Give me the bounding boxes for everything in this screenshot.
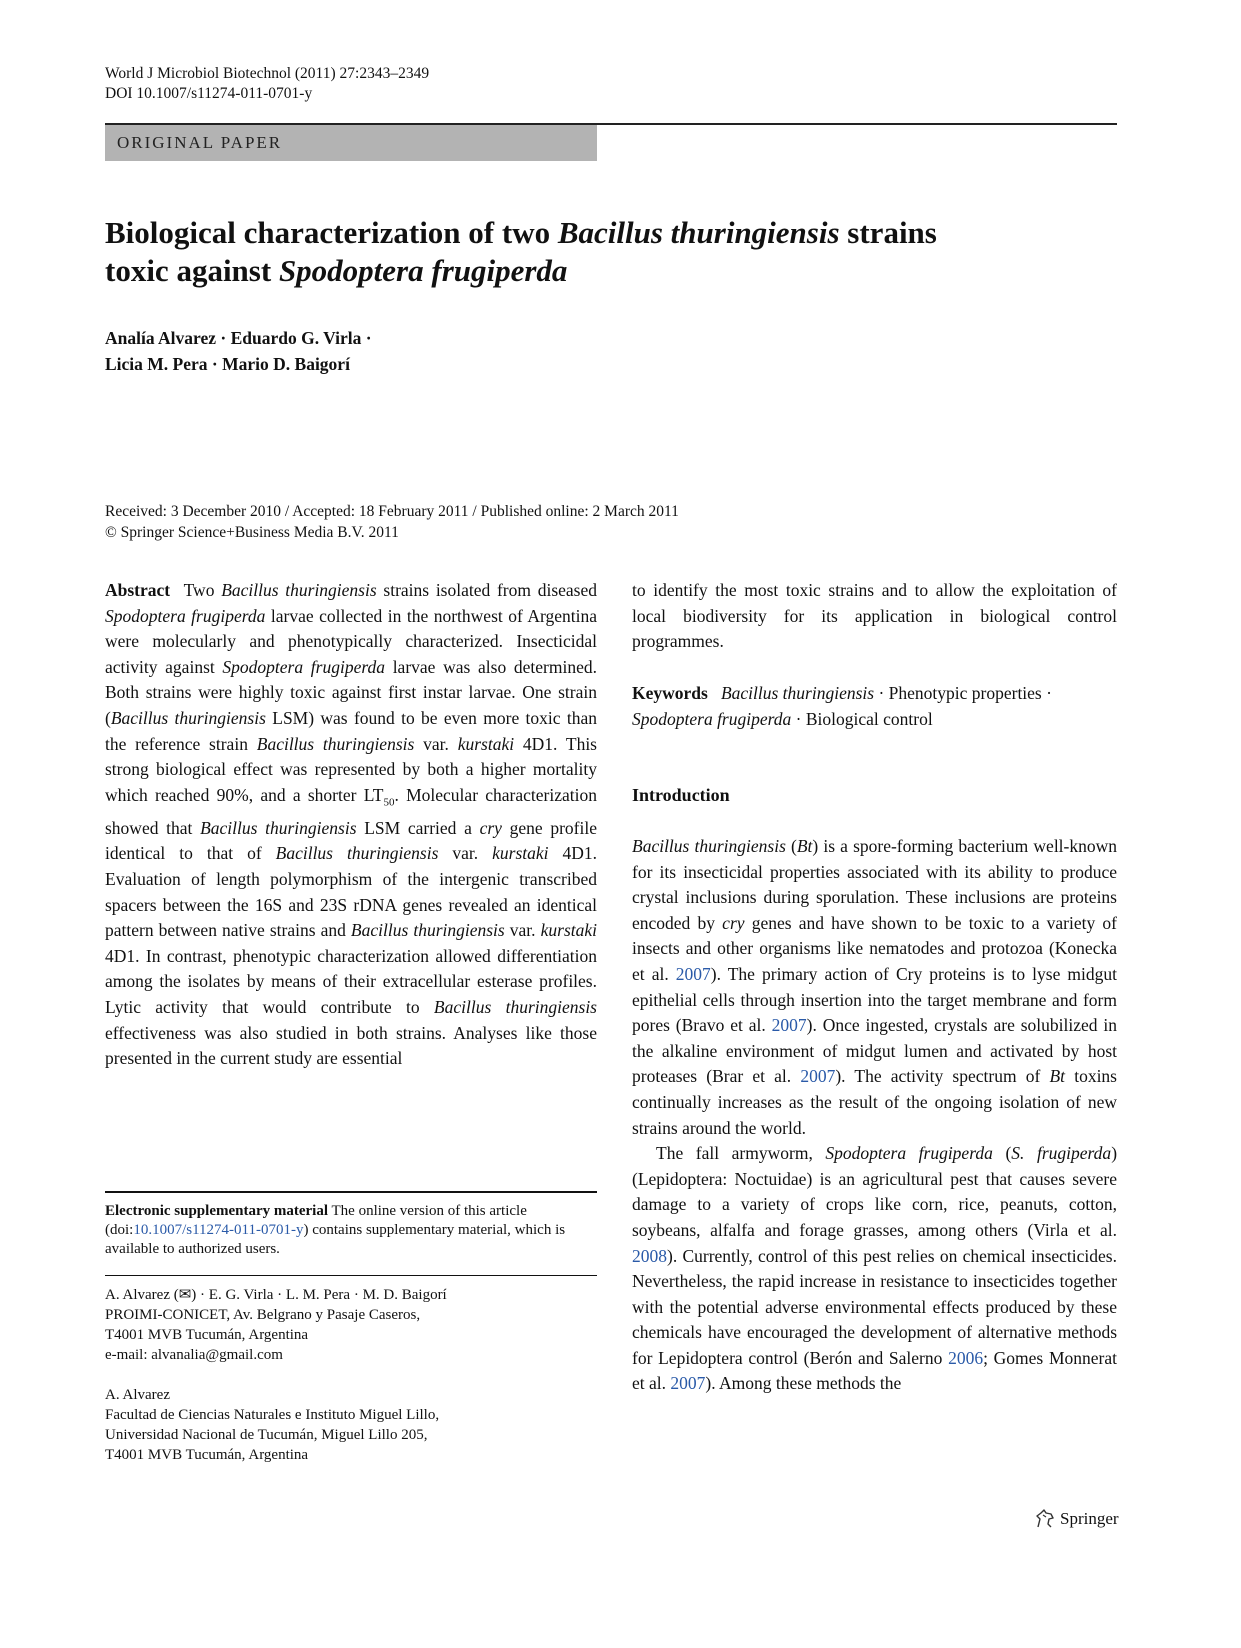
abstract-label: Abstract [105,580,171,600]
citation-link[interactable]: 2007 [670,1373,706,1394]
keywords-label: Keywords [632,683,708,703]
paper-title [105,214,1065,290]
citation-link[interactable]: 2007 [800,1066,836,1087]
abstract: Abstract Two Bacillus thuringiensis strains isolated from diseased Spodoptera frugiperda larvae collected in the northwest of Argentina were molecularly and phenotypically characterized. Insecticidal activity against Spodoptera frugiperda larvae was also determined. Both strains were highly toxic against first instar larvae. One strain (Bacillus thuringiensis LSM) was found to be even more toxic than the reference strain Bacillus thuringiensis var. kurstaki 4D1. This strong biological effect was represented by both a higher mortality which reached 90%, and a shorter $LT_{50}$. Molecular characterization showed that Bacillus thuringiensis LSM carried a cry gene profile identical to that of Bacillus thuringiensis var. kurstaki 4D1. Evaluation of length polymorphism of the intergenic transcribed spacers between the 16S and 23S rDNA genes revealed an identical pattern between native strains and Bacillus thuringiensis var. kurstaki 4D1. In contrast, phenotypic characterization allowed differentiation among the isolates by means of their extracellular esterase profiles. Lytic activity that would contribute to Bacillus thuringiensis effectiveness was also studied in both strains. Analyses like those presented in the current study are essential [105,580,598,1069]
section-label: ORIGINAL PAPER [117,133,283,152]
introduction-body [632,834,1117,1397]
footnote-divider [105,1275,597,1276]
authors-line: Licia M. Pera · Mario D. Baigorí [105,354,350,374]
keywords: Keywords Bacillus thuringiensis · Phenotypic properties · Spodoptera frugiperda · Biological control [632,683,1052,729]
footnote-rule [105,1191,597,1193]
email: e-mail: alvanalia@gmail.com [105,1347,283,1363]
title-species: Bacillus thuringiensis [557,215,840,250]
publication-dates [105,501,679,543]
title-part: toxic against [105,253,279,288]
affiliation-1: A. Alvarez (✉) · E. G. Virla · L. M. Pera · M. D. Baigorí PROIMI-CONICET, Av. Belgrano y Pasaje Caseros, T4001 MVB Tucumán, Argentina e-mail: alvanalia@gmail.com [105,1285,597,1365]
citation-link[interactable]: 2007 [675,963,711,984]
doi-link[interactable]: 10.1007/s11274-011-0701-y [133,1222,304,1238]
publisher-logo [1034,1508,1119,1530]
publisher-name: Springer [1060,1509,1119,1528]
author-list [105,325,372,377]
esm-note: Electronic supplementary material The online version of this article (doi:10.1007/s11274-011-0701-y) contains supplementary material, which is available to authorized users. [105,1203,566,1257]
citation-link[interactable]: 2006 [948,1347,984,1368]
abstract-continuation: to identify the most toxic strains and to allow the exploitation of local biodiversity for its application in biological control programmes. [632,580,1117,652]
citation-link[interactable]: 2007 [771,1015,807,1036]
dates-line: Received: 3 December 2010 / Accepted: 18 February 2011 / Published online: 2 March 2011 [105,503,679,520]
introduction-heading: Introduction [632,785,730,805]
title-part: strains [839,215,937,250]
journal-citation [105,64,429,104]
authors-line: Analía Alvarez · Eduardo G. Virla · [105,328,372,348]
doi-line: DOI 10.1007/s11274-011-0701-y [105,85,313,102]
citation-link[interactable]: 2008 [632,1245,667,1266]
title-species: Spodoptera frugiperda [278,253,568,288]
copyright-line: © Springer Science+Business Media B.V. 2011 [105,524,399,541]
affiliation-2: A. Alvarez Facultad de Ciencias Naturales e Instituto Miguel Lillo, Universidad Nacional de Tucumán, Miguel Lillo 205, T4001 MVB Tucumán, Argentina [105,1387,440,1463]
intro-paragraph: Bacillus thuringiensis (Bt) is a spore-forming bacterium well-known for its insecticidal properties associated with its ability to produce crystal inclusions during sporulation. These inclusions are proteins encoded by cry genes and have shown to be toxic to a variety of insects and other organisms like nematodes and protozoa (Konecka et al. 2007). The primary action of Cry proteins is to lyse midgut epithelial cells through insertion into the target membrane and form pores (Bravo et al. 2007). Once ingested, crystals are solubilized in the alkaline environment of midgut lumen and activated by host proteases (Brar et al. 2007). The activity spectrum of Bt toxins continually increases as the result of the ongoing isolation of new strains around the world. [632,836,1118,1138]
springer-horse-icon [1034,1508,1056,1530]
esm-label: Electronic supplementary material [105,1203,329,1219]
journal-line: World J Microbiol Biotechnol (2011) 27:2343–2349 [105,65,430,82]
intro-paragraph: The fall armyworm, Spodoptera frugiperda (S. frugiperda) (Lepidoptera: Noctuidae) is an agricultural pest that causes severe damage to a variety of crops like corn, rice, peanuts, cotton, soybeans, alfalfa and forage grasses, among others (Virla et al. 2008). Currently, control of this pest relies on chemical insecticides. Nevertheless, the rapid increase in resistance to insecticides together with the potential adverse environmental effects produced by these chemicals have encouraged the development of alternative methods for Lepidoptera control (Berón and Salerno 2006; Gomes Monnerat et al. 2007). Among these methods the [632,1143,1118,1394]
title-part: Biological characterization of two [105,215,558,250]
